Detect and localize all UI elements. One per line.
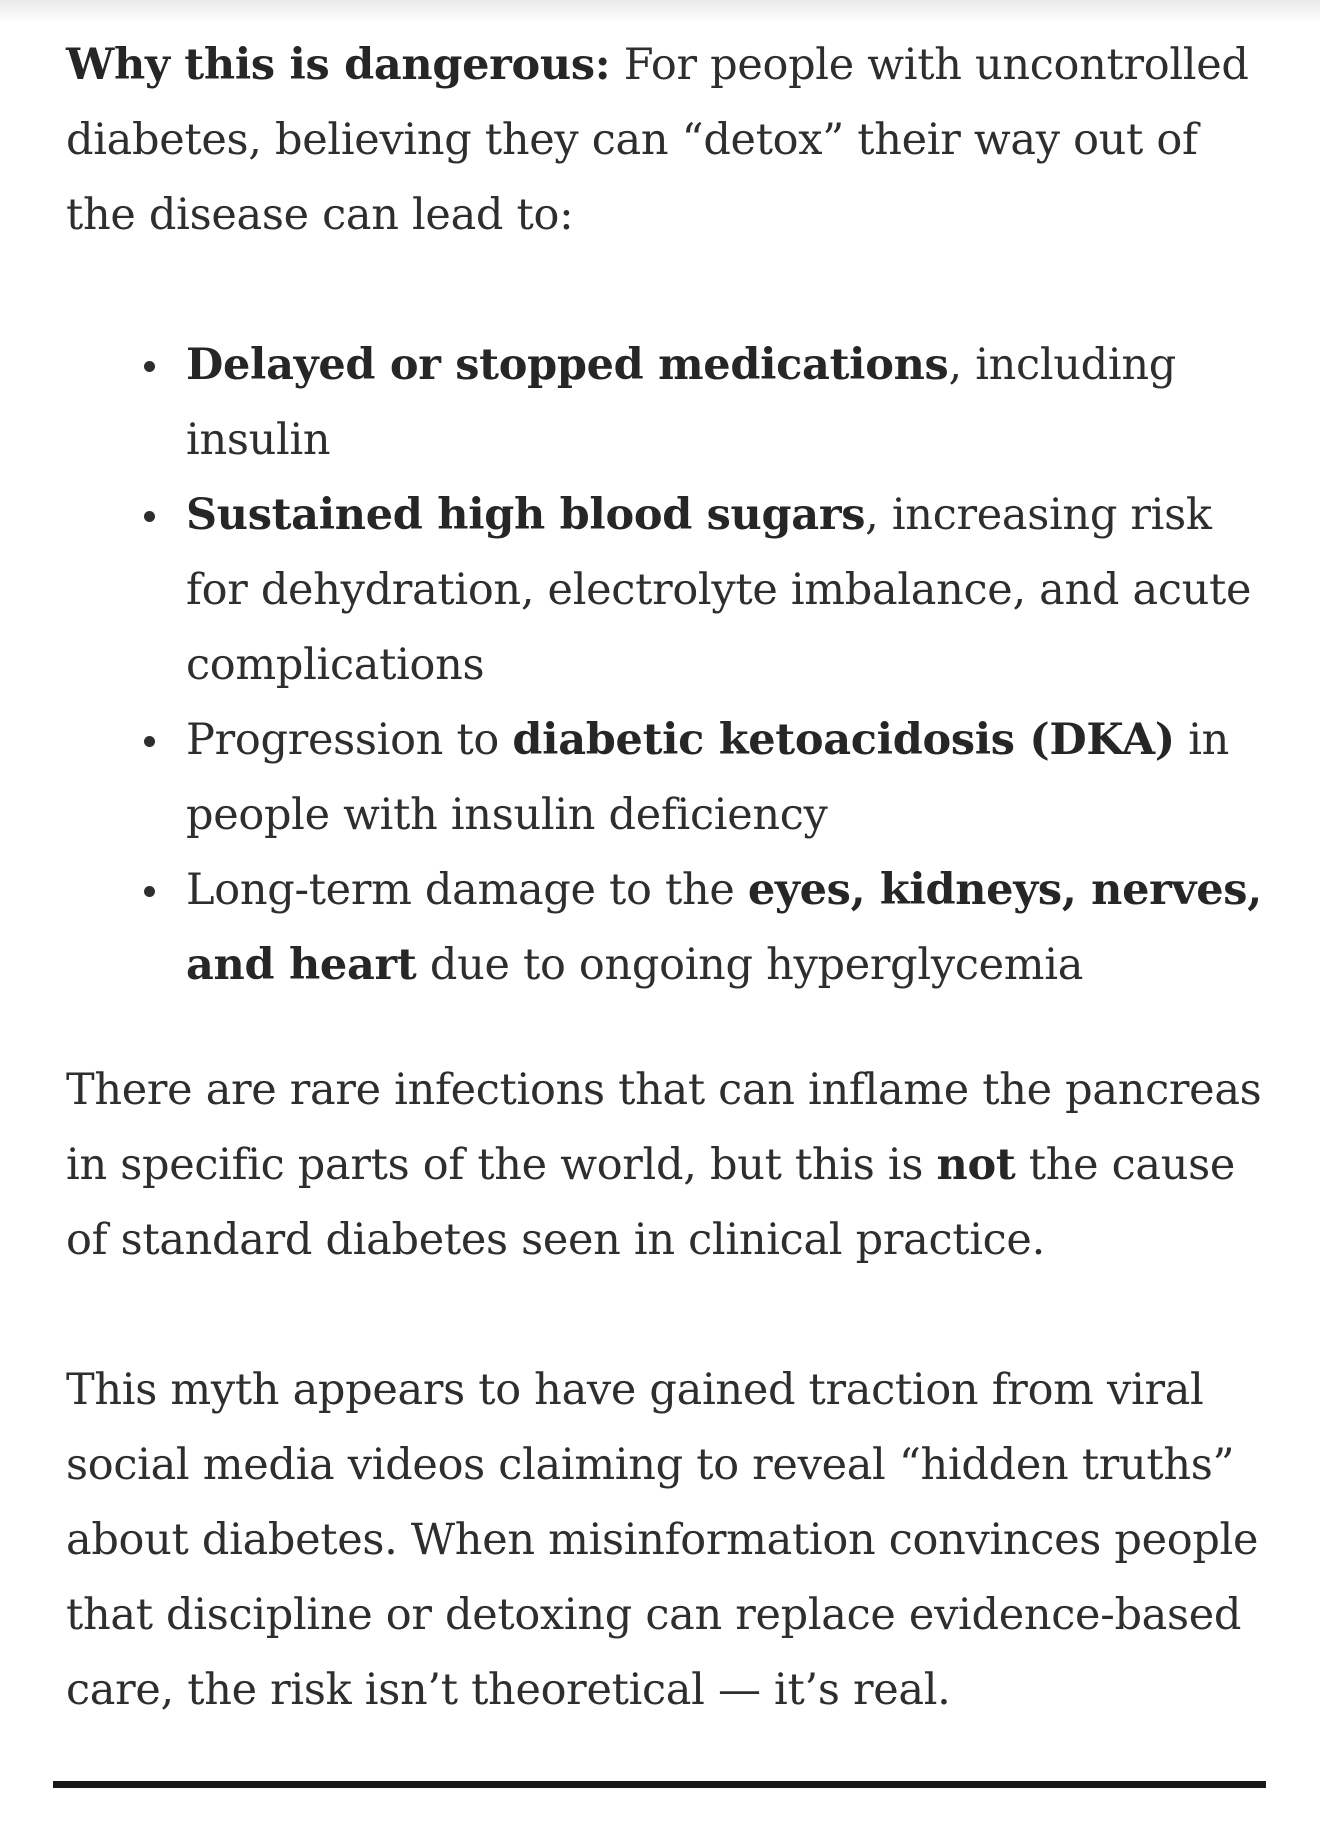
risk-text: , including insulin xyxy=(186,340,1176,465)
infections-emphasis: not xyxy=(936,1140,1016,1190)
top-shadow xyxy=(0,0,1320,22)
risk-text: , increasing risk for dehydration, electrolyte imbalance, and acute complications xyxy=(186,490,1252,690)
risk-emphasis: Sustained high blood sugars xyxy=(186,490,866,540)
danger-label: Why this is dangerous: xyxy=(66,40,611,90)
danger-paragraph xyxy=(66,28,1266,253)
list-item xyxy=(186,853,1266,1003)
article-body xyxy=(66,28,1266,1728)
infections-text: There are rare infections that can inflame the pancreas in specific parts of the world, but this is xyxy=(66,1065,1262,1190)
risk-text: in people with insulin deficiency xyxy=(186,715,1230,840)
infections-text: the cause of standard diabetes seen in clinical practice. xyxy=(66,1140,1236,1265)
list-item xyxy=(186,328,1266,478)
risk-list xyxy=(66,328,1266,1003)
list-item xyxy=(186,703,1266,853)
risk-text: Long-term damage to the xyxy=(186,865,748,915)
risk-emphasis: diabetic ketoacidosis (DKA) xyxy=(512,715,1175,765)
risk-text: due to ongoing hyperglycemia xyxy=(416,940,1084,990)
myth-paragraph: This myth appears to have gained traction from viral social media videos claiming to reveal “hidden truths” about diabetes. When misinformation convinces people that discipline or detoxing can replace evidence-based care, the risk isn’t theoretical — it’s real. xyxy=(66,1365,1259,1715)
danger-text: For people with uncontrolled diabetes, believing they can “detox” their way out of the disease can lead to: xyxy=(66,40,1249,240)
risk-emphasis: Delayed or stopped medications xyxy=(186,340,949,390)
risk-text: Progression to xyxy=(186,715,513,765)
section-divider xyxy=(53,1781,1266,1788)
infections-paragraph xyxy=(66,1053,1266,1278)
risk-emphasis: eyes, kidneys, nerves, and heart xyxy=(186,865,1262,990)
list-item xyxy=(186,478,1266,703)
